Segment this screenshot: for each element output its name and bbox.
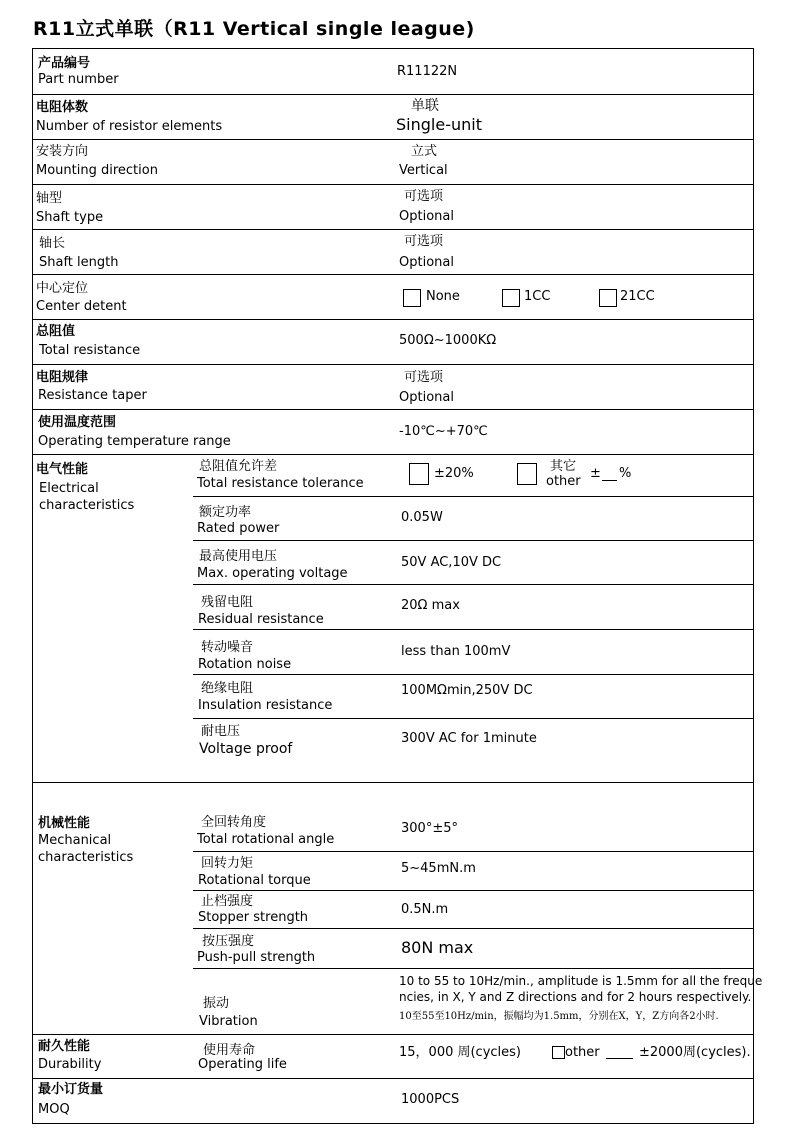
stopper-label-en: Stopper strength: [198, 910, 309, 925]
max-voltage-value: 50V AC,10V DC: [401, 555, 502, 570]
row-divider: [32, 782, 754, 783]
electrical-label-zh: 电气性能: [36, 462, 89, 477]
row-divider: [193, 928, 754, 929]
shaft-length-value-zh: 可选项: [404, 234, 444, 249]
taper-label-en: Resistance taper: [38, 388, 147, 403]
mounting-label-zh: 安装方向: [36, 144, 89, 159]
electrical-label-en2: characteristics: [39, 498, 135, 513]
vibration-label-en: Vibration: [199, 1014, 258, 1029]
taper-label-zh: 电阻规律: [36, 370, 89, 385]
shaft-length-label-en: Shaft length: [39, 255, 119, 270]
detent-1cc-label: 1CC: [524, 289, 551, 304]
residual-label-zh: 残留电阻: [201, 595, 254, 610]
max-voltage-label-zh: 最高使用电压: [199, 549, 278, 564]
shaft-type-label-zh: 轴型: [36, 191, 63, 206]
detent-21cc-checkbox[interactable]: [599, 289, 617, 307]
detent-none-label: None: [426, 289, 460, 304]
page-title: R11立式单联（R11 Vertical single league): [33, 18, 475, 40]
taper-value-zh: 可选项: [404, 370, 444, 385]
angle-value: 300°±5°: [401, 821, 458, 836]
voltage-proof-label-en: Voltage proof: [199, 741, 293, 757]
insulation-label-zh: 绝缘电阻: [201, 681, 254, 696]
row-divider: [32, 1034, 754, 1035]
part-number-label-zh: 产品编号: [38, 56, 91, 71]
push-pull-label-en: Push-pull strength: [197, 950, 316, 965]
row-divider: [32, 409, 754, 410]
push-pull-value: 80N max: [401, 938, 474, 957]
tolerance-20-label: ±20%: [434, 466, 474, 481]
row-divider: [32, 94, 754, 95]
taper-value-en: Optional: [399, 390, 454, 405]
shaft-length-value-en: Optional: [399, 255, 454, 270]
row-divider: [32, 1078, 754, 1079]
noise-label-zh: 转动噪音: [201, 640, 254, 655]
vibration-label-zh: 振动: [203, 996, 230, 1011]
residual-label-en: Residual resistance: [198, 612, 324, 627]
center-detent-label-en: Center detent: [36, 299, 127, 314]
life-other-label: other: [565, 1045, 600, 1060]
row-divider: [193, 968, 754, 969]
part-number-value: R11122N: [397, 64, 458, 79]
life-other-value: ±2000周(cycles).: [639, 1045, 751, 1060]
row-divider: [193, 629, 754, 630]
row-divider: [193, 584, 754, 585]
temp-label-en: Operating temperature range: [38, 434, 231, 449]
tolerance-plusminus: ±: [590, 466, 601, 481]
mechanical-label-en1: Mechanical: [38, 833, 112, 848]
tolerance-other-checkbox[interactable]: [517, 463, 537, 485]
rated-power-value: 0.05W: [401, 510, 443, 525]
row-divider: [32, 184, 754, 185]
rated-power-label-zh: 额定功率: [199, 505, 252, 520]
row-divider: [32, 319, 754, 320]
angle-label-en: Total rotational angle: [197, 832, 335, 847]
moq-label-zh: 最小订货量: [38, 1082, 104, 1097]
row-divider: [193, 674, 754, 675]
row-divider: [32, 274, 754, 275]
row-divider: [32, 229, 754, 230]
total-resistance-label-zh: 总阻值: [36, 324, 76, 339]
moq-value: 1000PCS: [401, 1092, 460, 1107]
shaft-type-label-en: Shaft type: [36, 210, 104, 225]
tolerance-label-zh: 总阻值允许差: [199, 459, 278, 474]
tolerance-other-zh: 其它: [550, 459, 577, 474]
total-resistance-value: 500Ω~1000KΩ: [399, 333, 497, 348]
mounting-value-zh: 立式: [411, 144, 438, 159]
elements-label-zh: 电阻体数: [36, 100, 89, 115]
part-number-label-en: Part number: [38, 72, 119, 87]
elements-value-en: Single-unit: [396, 115, 482, 134]
tolerance-percent: %: [619, 466, 632, 481]
insulation-label-en: Insulation resistance: [198, 698, 333, 713]
mounting-label-en: Mounting direction: [36, 163, 158, 178]
rated-power-label-en: Rated power: [197, 521, 280, 536]
max-voltage-label-en: Max. operating voltage: [197, 566, 348, 581]
moq-label-en: MOQ: [38, 1102, 70, 1117]
row-divider: [193, 540, 754, 541]
row-divider: [193, 890, 754, 891]
center-detent-label-zh: 中心定位: [36, 281, 89, 296]
torque-value: 5~45mN.m: [401, 861, 476, 876]
voltage-proof-label-zh: 耐电压: [201, 724, 241, 739]
torque-label-en: Rotational torque: [198, 873, 311, 888]
row-divider: [32, 139, 754, 140]
operating-life-label-en: Operating life: [198, 1057, 287, 1072]
vibration-line-1: 10 to 55 to 10Hz/min., amplitude is 1.5mm for all the freque: [399, 974, 763, 988]
operating-life-label-zh: 使用寿命: [203, 1043, 256, 1058]
spec-table: [32, 48, 754, 1124]
row-divider: [32, 454, 754, 455]
mechanical-label-zh: 机械性能: [38, 816, 91, 831]
elements-value-zh: 单联: [411, 98, 439, 114]
row-divider: [193, 718, 754, 719]
angle-label-zh: 全回转角度: [201, 815, 267, 830]
vibration-line-2: ncies, in X, Y and Z directions and for 2 hours respectively.: [399, 990, 752, 1004]
life-other-checkbox[interactable]: [552, 1046, 565, 1059]
detent-21cc-label: 21CC: [620, 289, 655, 304]
detent-none-checkbox[interactable]: [403, 289, 421, 307]
tolerance-other-en: other: [546, 474, 581, 489]
temp-label-zh: 使用温度范围: [38, 415, 117, 430]
tolerance-blank-line: [602, 480, 617, 481]
detent-1cc-checkbox[interactable]: [502, 289, 520, 307]
shaft-length-label-zh: 轴长: [39, 236, 66, 251]
temp-value: -10℃~+70℃: [399, 424, 488, 439]
shaft-type-value-en: Optional: [399, 209, 454, 224]
durability-label-zh: 耐久性能: [38, 1039, 91, 1054]
durability-label-en: Durability: [38, 1057, 102, 1072]
stopper-label-zh: 止档强度: [201, 894, 254, 909]
elements-label-en: Number of resistor elements: [36, 119, 223, 134]
total-resistance-label-en: Total resistance: [39, 343, 141, 358]
mounting-value-en: Vertical: [399, 163, 448, 178]
voltage-proof-value: 300V AC for 1minute: [401, 731, 537, 746]
operating-life-value: 15，000 周(cycles): [399, 1045, 522, 1060]
life-blank-line: [606, 1058, 633, 1059]
electrical-label-en1: Electrical: [39, 481, 99, 496]
stopper-value: 0.5N.m: [401, 902, 449, 917]
push-pull-label-zh: 按压强度: [202, 934, 255, 949]
row-divider: [193, 851, 754, 852]
mechanical-label-en2: characteristics: [38, 850, 134, 865]
shaft-type-value-zh: 可选项: [404, 189, 444, 204]
row-divider: [32, 364, 754, 365]
residual-value: 20Ω max: [401, 598, 460, 613]
tolerance-label-en: Total resistance tolerance: [197, 476, 364, 491]
tolerance-20-checkbox[interactable]: [409, 463, 429, 485]
row-divider: [193, 496, 754, 497]
vibration-line-3: 10至55至10Hz/min，振幅均为1.5mm，分别在X，Y，Z方向各2小时.: [399, 1011, 719, 1022]
torque-label-zh: 回转力矩: [201, 856, 254, 871]
noise-value: less than 100mV: [401, 644, 511, 659]
insulation-value: 100MΩmin,250V DC: [401, 683, 533, 698]
noise-label-en: Rotation noise: [198, 657, 292, 672]
